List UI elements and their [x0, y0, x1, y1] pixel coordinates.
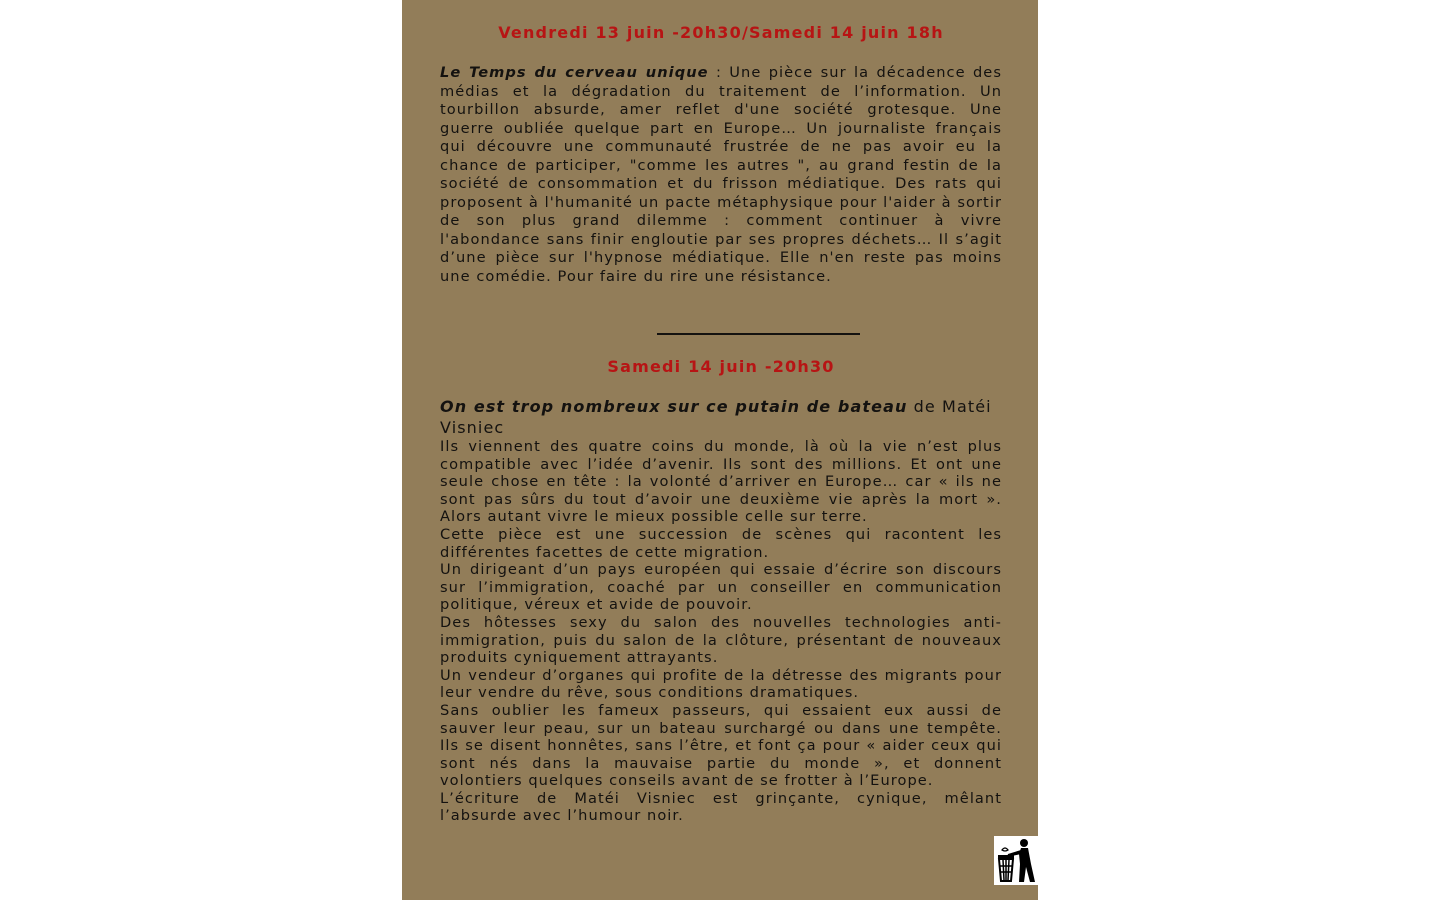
event1-title: Le Temps du cerveau unique: [440, 64, 709, 81]
section-divider: [657, 333, 860, 335]
event2-date: Samedi 14 juin -20h30: [607, 357, 835, 376]
event2-heading: [440, 397, 1002, 438]
event1-block: [440, 64, 1002, 286]
event2-title: On est trop nombreux sur ce putain de bateau: [440, 397, 908, 416]
event2-paragraph: Un dirigeant d’un pays européen qui essaie d’écrire son discours sur l’immigration, coaché par un conseiller en communication politique, véreux et avide de pouvoir.: [440, 561, 1002, 614]
event2-paragraph: Ils viennent des quatre coins du monde, là où la vie n’est plus compatible avec l’idée d’avenir. Ils sont des millions. Et ont une seule chose en tête : la volonté d’arriver en Europe… car « ils ne sont pas sûrs du tout d’avoir une deuxième vie après la mort ». Alors autant vivre le mieux possible celle sur terre.: [440, 438, 1002, 526]
event2-paragraph: L’écriture de Matéi Visniec est grinçante, cynique, mêlant l’absurde avec l’humour noir.: [440, 789, 1002, 825]
trash-bin-person-icon: [994, 836, 1039, 885]
event2-paragraph: Des hôtesses sexy du salon des nouvelles technologies anti-immigration, puis du salon de la clôture, présentant de nouveaux produits cyniquement attrayants.: [440, 613, 1002, 667]
event2-paragraph: Cette pièce est une succession de scènes qui racontent les différentes facettes de cette migration.: [440, 525, 1002, 561]
program-page: [402, 0, 1038, 900]
event2-paragraph: Un vendeur d’organes qui profite de la détresse des migrants pour leur vendre du rêve, sous conditions dramatiques.: [440, 666, 1002, 702]
event1-description: : Une pièce sur la décadence des médias et la dégradation du traitement de l’information. Un tourbillon absurde, amer reflet d'une société grotesque. Une guerre oubliée quelque part en Europe… Un journaliste français qui découvre une communauté frustrée de ne pas avoir eu la chance de participer, "comme les autres ", au grand festin de la société de consommation et du frisson médiatique. Des rats qui proposent à l'humanité un pacte métaphysique pour l'aider à sortir de son plus grand dilemme : comment continuer à vivre l'abondance sans finir engloutie par ses propres déchets… Il s’agit d’une pièce sur l'hypnose médiatique. Elle n'en reste pas moins une comédie. Pour faire du rire une résistance.: [440, 64, 1002, 285]
event2-author: de Matéi Visniec: [440, 397, 992, 437]
event2-description: [440, 438, 1002, 825]
event1-date: Vendredi 13 juin -20h30/Samedi 14 juin 18h: [498, 23, 944, 42]
event2-paragraph: Sans oublier les fameux passeurs, qui essaient eux aussi de sauver leur peau, sur un bateau surchargé ou dans une tempête. Ils se disent honnêtes, sans l’être, et font ça pour « aider ceux qui sont nés dans la mauvaise partie du monde », et donnent volontiers quelques conseils avant de se frotter à l’Europe.: [440, 701, 1002, 790]
